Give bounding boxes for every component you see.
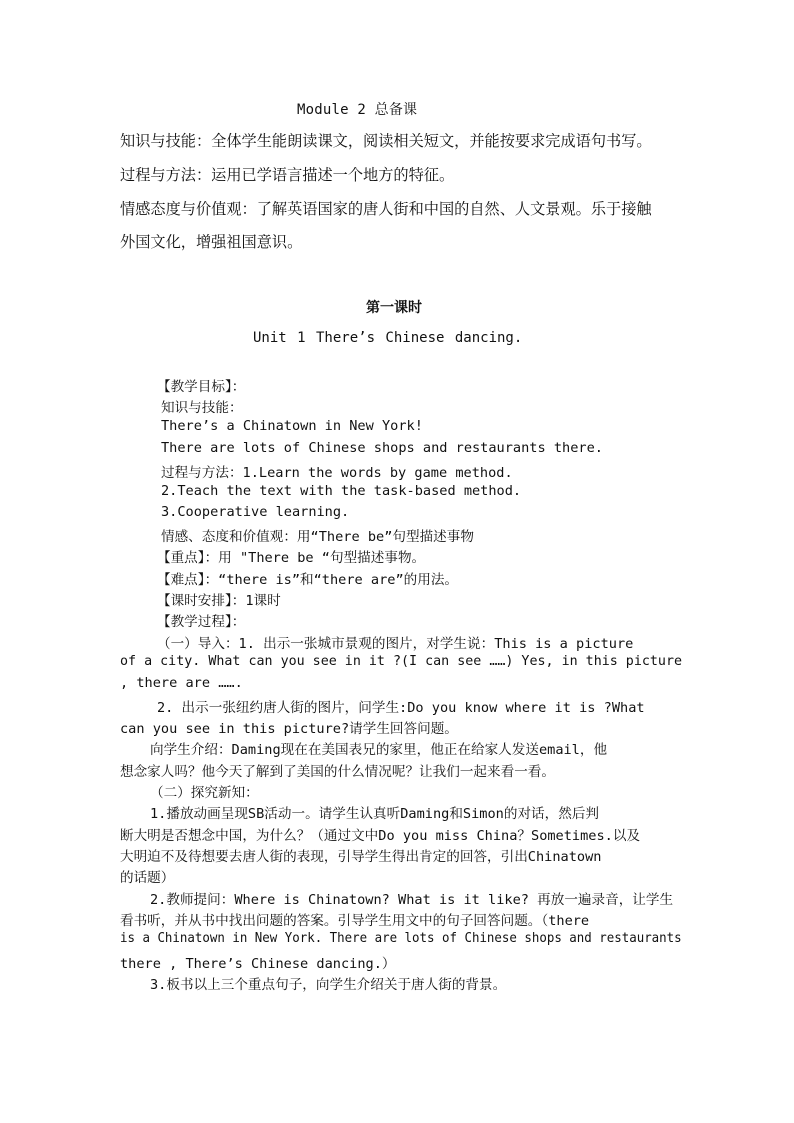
method-3: 3.Cooperative learning. (161, 504, 350, 520)
sentence-2: There are lots of Chinese shops and restaurants there. (161, 440, 603, 456)
knowledge-goal: 知识与技能：全体学生能朗读课文，阅读相关短文，并能按要求完成语句书写。 (120, 132, 652, 150)
intro-step-3-line-1: 向学生介绍：Daming现在在美国表兄的家里，他正在给家人发送email，他 (150, 742, 608, 758)
emotion-goal-line-1: 情感态度与价值观：了解英语国家的唐人街和中国的自然、人文景观。乐于接触 (120, 200, 652, 218)
unit-title: Unit 1 There’s Chinese dancing. (253, 330, 523, 346)
explore-step-1-line-2: 断大明是否想念中国，为什么？（通过文中Do you miss China？Sometimes.以及 (120, 828, 641, 844)
explore-step-2-line-1: 2.教师提问：Where is Chinatown? What is it like? 再放一遍录音，让学生 (150, 892, 674, 908)
difficulty: 【难点】：“there is”和“there are”的用法。 (157, 572, 459, 588)
module-title: Module 2 总备课 (297, 102, 418, 118)
schedule: 【课时安排】：1课时 (157, 593, 281, 609)
explore-step-2-line-2: 看书听，并从书中找出问题的答案。引导学生用文中的句子回答问题。（there (120, 913, 590, 929)
emotion-goal-line-2: 外国文化，增强祖国意识。 (120, 233, 303, 251)
explore-heading: （二）探究新知： (150, 785, 259, 801)
explore-step-2-line-4: there , There’s Chinese dancing.） (120, 956, 396, 972)
emotion-line: 情感、态度和价值观：用“There be”句型描述事物 (161, 529, 474, 545)
intro-step-2-line-1: 2. 出示一张纽约唐人街的图片，问学生:Do you know where it is ?What (157, 700, 645, 716)
method-1: 过程与方法：1.Learn the words by game method. (161, 465, 513, 481)
process-heading: 【教学过程】： (157, 614, 246, 630)
explore-step-2-line-3: is a Chinatown in New York. There are lots of Chinese shops and restaurants (120, 930, 682, 946)
intro-step-1-line-2: of a city. What can you see in it ?(I can see ……) Yes, in this picture (120, 653, 683, 669)
key-point: 【重点】：用 "There be “句型描述事物。 (157, 550, 426, 566)
sentence-1: There’s a Chinatown in New York! (161, 418, 423, 434)
explore-step-3-line-1: 3.板书以上三个重点句子，向学生介绍关于唐人街的背景。 (150, 977, 507, 993)
intro-step-1-line-1: （一）导入：1. 出示一张城市景观的图片，对学生说：This is a picture (157, 636, 634, 652)
knowledge-label: 知识与技能： (161, 400, 243, 416)
intro-step-3-line-2: 想念家人吗？他今天了解到了美国的什么情况呢？让我们一起来看一看。 (120, 764, 555, 780)
intro-step-1-line-3: , there are ……. (120, 675, 243, 691)
lesson-title: 第一课时 (366, 300, 422, 316)
explore-step-1-line-1: 1.播放动画呈现SB活动一。请学生认真听Daming和Simon的对话，然后判 (150, 806, 600, 822)
intro-step-2-line-2: can you see in this picture?请学生回答问题。 (120, 721, 458, 737)
process-goal: 过程与方法：运用已学语言描述一个地方的特征。 (120, 166, 455, 184)
explore-step-1-line-4: 的话题） (120, 870, 175, 886)
objectives-heading: 【教学目标】： (157, 379, 246, 395)
explore-step-1-line-3: 大明迫不及待想要去唐人街的表现，引导学生得出肯定的回答，引出Chinatown (120, 849, 602, 865)
method-2: 2.Teach the text with the task-based method. (161, 483, 522, 499)
